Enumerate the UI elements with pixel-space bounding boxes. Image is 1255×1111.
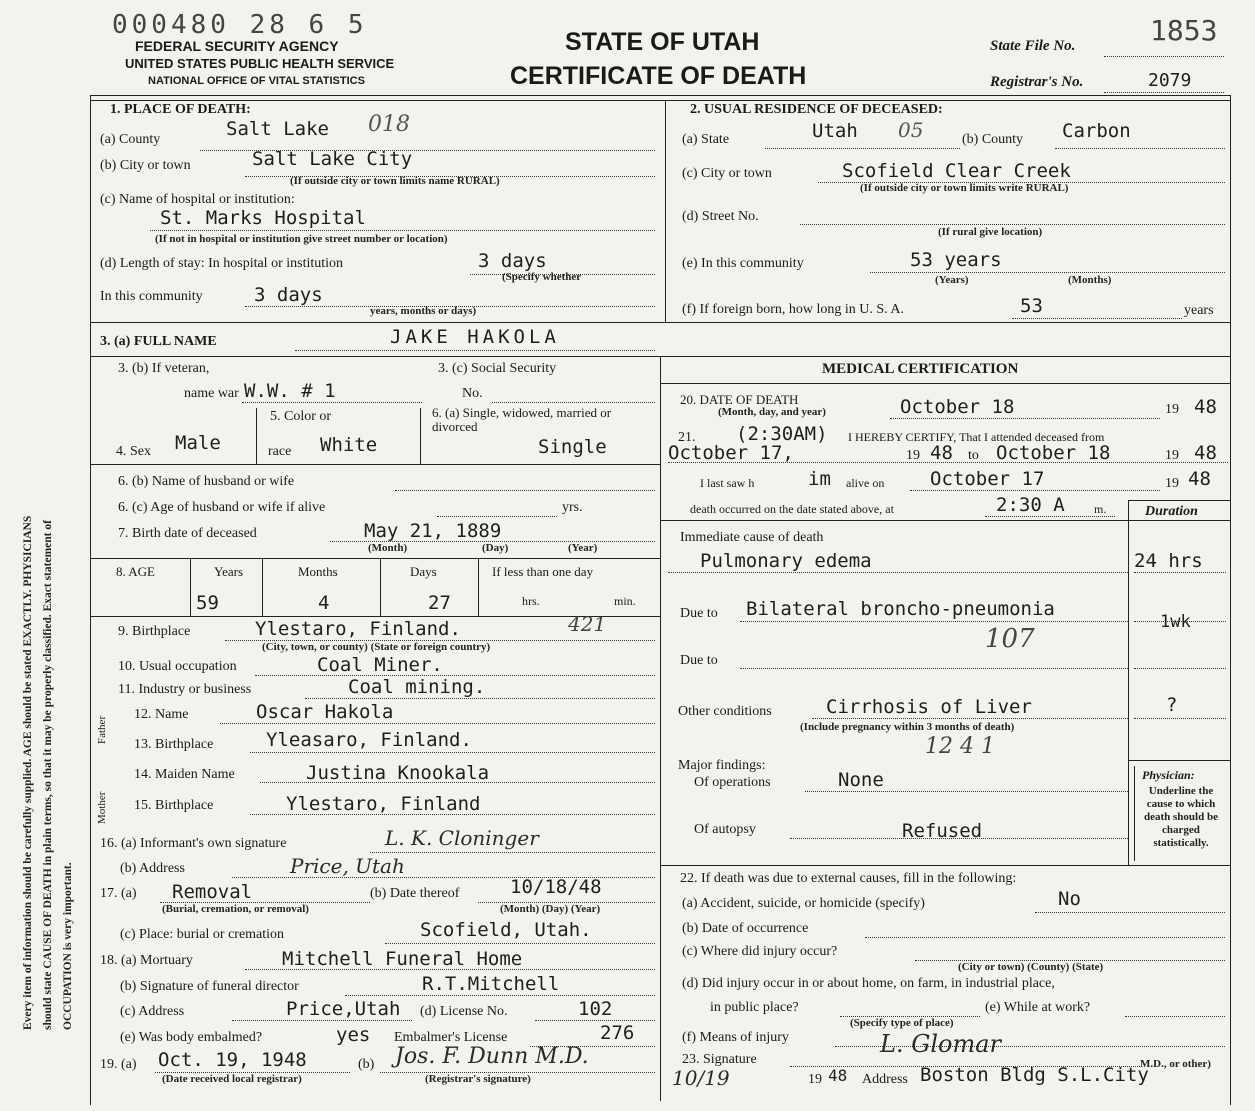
office-name: NATIONAL OFFICE OF VITAL STATISTICS [148,75,365,87]
industry: Coal mining. [348,676,486,698]
disposition-date: 10/18/48 [510,876,602,898]
hospital-label: (c) Name of hospital or institution: [100,192,295,207]
industry-label: 11. Industry or business [118,682,252,697]
age-years-label: Years [214,564,244,579]
registrar-signature-note: (Registrar's signature) [425,1073,531,1085]
occurred-unit: m. [1094,502,1107,516]
disposition-date-note: (Month) (Day) (Year) [500,903,601,915]
last-saw-pronoun: im [808,468,831,490]
certify-number: 21. [678,430,696,445]
birth-date-label: 7. Birth date of deceased [118,526,257,541]
father-name: Oscar Hakola [256,701,394,723]
residence-city: Scofield Clear Creek [842,160,1071,182]
full-name-label: 3. (a) FULL NAME [100,334,217,349]
hrs-label: hrs. [522,594,540,608]
place-of-death-heading: 1. PLACE OF DEATH: [110,102,251,117]
city-note: (If outside city or town limits name RURAL) [290,175,500,187]
immediate-cause: Pulmonary edema [700,550,872,572]
signature-year: 48 [828,1066,848,1085]
residence-county-label: (b) County [962,132,1024,147]
res-community: 53 years [910,249,1002,271]
side-instructions [18,30,90,1030]
occurred-label: death occurred on the date stated above, at [690,502,894,516]
certificate-title: CERTIFICATE OF DEATH [510,62,807,90]
date-of-death-note: (Month, day, and year) [718,406,826,418]
birth-date: May 21, 1889 [364,520,502,542]
signature-address: Boston Bldg S.L.City [920,1064,1149,1086]
full-name: JAKE HAKOLA [390,326,560,348]
county-label: (a) County [100,132,161,147]
due-to-cause: Bilateral broncho-pneumonia [746,598,1055,620]
stay-note: (Specify whether [502,271,582,283]
stamp-number: 000480 28 6 5 [112,10,368,40]
other-conditions: Cirrhosis of Liver [826,696,1032,718]
operations: None [838,769,884,791]
registrar-label: Registrar's No. [990,74,1084,90]
father-birthplace: Yleasaro, Finland. [266,729,472,751]
marital-status: Single [538,436,607,458]
mother-birthplace-label: 15. Birthplace [134,798,214,813]
months-note: (Months) [1068,274,1112,286]
occurred-time: 2:30 A [996,494,1065,516]
due-to-duration: 1wk [1160,612,1191,632]
stay-length: 3 days [478,250,547,272]
attended-from-year: 48 [930,442,953,464]
community-stay: 3 days [254,284,323,306]
street-note: (If rural give location) [938,226,1043,238]
other-conditions-label: Other conditions [678,704,772,719]
injury-where-note: (City or town) (County) (State) [958,961,1104,973]
sex: Male [175,432,221,454]
embalmed-label: (e) Was body embalmed? [120,1030,263,1045]
accident-label: (a) Accident, suicide, or homicide (specify) [682,896,925,911]
mother-maiden-name: Justina Knookala [306,762,490,784]
res-community-label: (e) In this community [682,256,804,271]
father-birthplace-label: 13. Birthplace [134,737,214,752]
major-findings-label: Major findings: [678,758,766,773]
spouse-age-unit: yrs. [562,500,583,515]
mother-name-label: 14. Maiden Name [134,767,235,782]
funeral-director: R.T.Mitchell [422,973,560,995]
death-city: Salt Lake City [252,148,413,170]
injury-where-label: (c) Where did injury occur? [682,944,838,959]
embalmed: yes [336,1024,371,1046]
last-saw-date: October 17 [930,468,1045,490]
age-years: 59 [196,592,219,614]
age-months: 4 [318,592,330,614]
social-security-label: 3. (c) Social Security [438,361,557,376]
age-months-label: Months [298,564,338,579]
father-side-label: Father [96,715,108,744]
race: White [320,434,378,456]
burial-place: Scofield, Utah. [420,919,592,941]
age-label: 8. AGE [116,564,155,579]
veteran-war: W.W. # 1 [244,380,336,402]
mother-side-label: Mother [96,791,108,824]
signature-label: 23. Signature [682,1052,757,1067]
attended-to-year: 48 [1194,442,1217,464]
birthplace-note: (City, town, or county) (State or foreign country) [262,641,491,653]
date-of-death: October 18 [900,396,1015,418]
time-of-death: (2:30AM) [736,423,828,445]
physician-signature: L. Glomar [880,1030,1002,1058]
removal: Removal [172,881,253,903]
age-less-label: If less than one day [492,564,594,579]
death-county-code: 018 [368,112,410,137]
sex-label: 4. Sex [116,444,151,459]
informant-address-label: (b) Address [120,861,185,876]
public-place-note: (Specify type of place) [850,1017,954,1029]
state-file-number: 1853 [1150,14,1218,47]
mortuary: Mitchell Funeral Home [282,948,523,970]
informant-label: 16. (a) Informant's own signature [100,836,287,851]
registrar-number: 2079 [1148,70,1192,91]
birth-year-note: (Year) [568,542,598,554]
agency-name: FEDERAL SECURITY AGENCY [135,38,339,54]
spouse-name-label: 6. (b) Name of husband or wife [118,474,295,489]
due-to-code: 107 [985,624,1035,654]
birth-day-note: (Day) [482,542,509,554]
alive-on-label: alive on [846,476,885,490]
registrar-signature: Jos. F. Dunn M.D. [395,1044,589,1069]
signature-year-prefix: 19 [808,1072,822,1087]
date-of-occurrence-label: (b) Date of occurrence [682,921,809,936]
duration-label: Duration [1145,504,1198,519]
other-conditions-code: 12 4 1 [925,734,995,759]
social-security-no-label: No. [462,386,483,401]
funeral-director-label: (b) Signature of funeral director [120,979,299,994]
signature-date: 10/19 [672,1066,730,1090]
medical-heading: MEDICAL CERTIFICATION [822,361,1019,377]
service-name: UNITED STATES PUBLIC HEALTH SERVICE [125,56,395,71]
side-instruction-line: should state CAUSE OF DEATH in plain terms, so that it may be properly classified. Exact statement of [42,520,54,1030]
occupation-label: 10. Usual occupation [118,659,237,674]
physician-note-title: Physician: [1142,768,1195,782]
attended-to-label: to [968,448,979,463]
war-label: name war [184,386,239,401]
side-instruction-line: OCCUPATION is very important. [62,862,74,1030]
date-received-label: 19. (a) [100,1057,137,1072]
side-instruction-line: Every item of information should be carefully supplied. AGE should be stated EXACTLY. PHYSICIANS [22,515,34,1030]
accident: No [1058,888,1081,910]
years-note: (Years) [935,274,969,286]
color-label: 5. Color or [270,409,332,424]
means-of-injury-label: (f) Means of injury [682,1030,789,1045]
residence-county: Carbon [1062,120,1131,142]
external-heading: 22. If death was due to external causes, fill in the following: [680,871,1017,886]
community-note: years, months or days) [370,305,477,317]
residence-city-note: (If outside city or town limits write RURAL) [860,182,1069,194]
mortuary-label: 18. (a) Mortuary [100,953,193,968]
birthplace-code: 421 [568,612,607,636]
last-saw-label: I last saw h [700,476,755,490]
mortuary-address-label: (c) Address [120,1004,185,1019]
license-number: 102 [578,998,613,1020]
veteran-label: 3. (b) If veteran, [118,361,210,376]
spouse-age-label: 6. (c) Age of husband or wife if alive [118,500,326,515]
registrar-signature-label: (b) [358,1057,375,1072]
injury-home-label: (d) Did injury occur in or about home, on farm, in industrial place, [682,976,1055,991]
date-received: Oct. 19, 1948 [158,1049,307,1071]
disposition-date-label: (b) Date thereof [370,886,460,901]
residence-state-code: 05 [898,118,924,142]
attended-to: October 18 [996,442,1111,464]
hospital-note: (If not in hospital or institution give street number or location) [155,233,448,245]
autopsy-label: Of autopsy [694,822,756,837]
other-conditions-note: (Include pregnancy within 3 months of death) [800,721,1015,733]
city-label: (b) City or town [100,158,191,173]
informant-signature: L. K. Cloninger [385,826,539,850]
date-of-death-year: 48 [1194,396,1217,418]
attended-to-year-prefix: 19 [1165,448,1179,463]
embalmer-license-label: Embalmer's License [394,1030,508,1045]
attended-from-year-prefix: 19 [906,448,920,463]
occupation: Coal Miner. [317,654,443,676]
stay-label: (d) Length of stay: In hospital or institution [100,256,344,271]
father-name-label: 12. Name [134,707,189,722]
other-duration: ? [1166,694,1178,716]
removal-note: (Burial, cremation, or removal) [162,903,309,915]
birthplace-label: 9. Birthplace [118,624,191,639]
mother-birthplace: Ylestaro, Finland [286,793,481,815]
street-label: (d) Street No. [682,209,759,224]
due-to-2-label: Due to [680,653,718,668]
autopsy: Refused [902,820,983,842]
hospital-name: St. Marks Hospital [160,207,366,229]
last-saw-year-prefix: 19 [1165,476,1179,491]
marital-label: 6. (a) Single, widowed, married or divorced [432,405,612,434]
embalmer-license: 276 [600,1022,635,1044]
residence-state: Utah [812,120,858,142]
death-county: Salt Lake [226,118,329,140]
date-received-note: (Date received local registrar) [162,1073,302,1085]
birth-month-note: (Month) [368,542,408,554]
date-of-death-label: 20. DATE OF DEATH [680,392,799,407]
signature-address-label: Address [862,1072,908,1087]
informant-address: Price, Utah [290,854,405,878]
age-days: 27 [428,592,451,614]
residence-heading: 2. USUAL RESIDENCE OF DECEASED: [690,102,943,117]
foreign-born-label: (f) If foreign born, how long in U. S. A. [682,302,905,317]
date-of-death-year-prefix: 19 [1165,402,1179,417]
immediate-duration: 24 hrs [1134,550,1203,572]
immediate-cause-label: Immediate cause of death [680,530,824,545]
while-at-work-label: (e) While at work? [985,1000,1091,1015]
race-label: race [268,444,292,459]
foreign-born-unit: years [1184,303,1214,318]
residence-state-label: (a) State [682,132,730,147]
mortuary-address: Price,Utah [286,998,401,1020]
due-to-label: Due to [680,606,718,621]
public-place-label: in public place? [710,1000,799,1015]
state-title: STATE OF UTAH [565,28,760,56]
burial-place-label: (c) Place: burial or cremation [120,927,285,942]
physician-note: Underline the cause to which death should be charged statistically. [1144,785,1218,849]
attended-from: October 17, [668,442,794,464]
removal-label: 17. (a) [100,886,137,901]
birthplace: Ylestaro, Finland. [255,618,461,640]
residence-city-label: (c) City or town [682,166,772,181]
operations-label: Of operations [694,775,771,790]
md-label: M.D., or other) [1140,1058,1211,1070]
min-label: min. [614,594,636,608]
age-days-label: Days [410,564,437,579]
community-label: In this community [100,289,203,304]
license-label: (d) License No. [420,1004,508,1019]
last-saw-year: 48 [1188,468,1211,490]
foreign-born-years: 53 [1020,295,1043,317]
state-file-label: State File No. [990,38,1076,54]
certify-text: I HEREBY CERTIFY, That I attended deceased from [848,430,1105,444]
